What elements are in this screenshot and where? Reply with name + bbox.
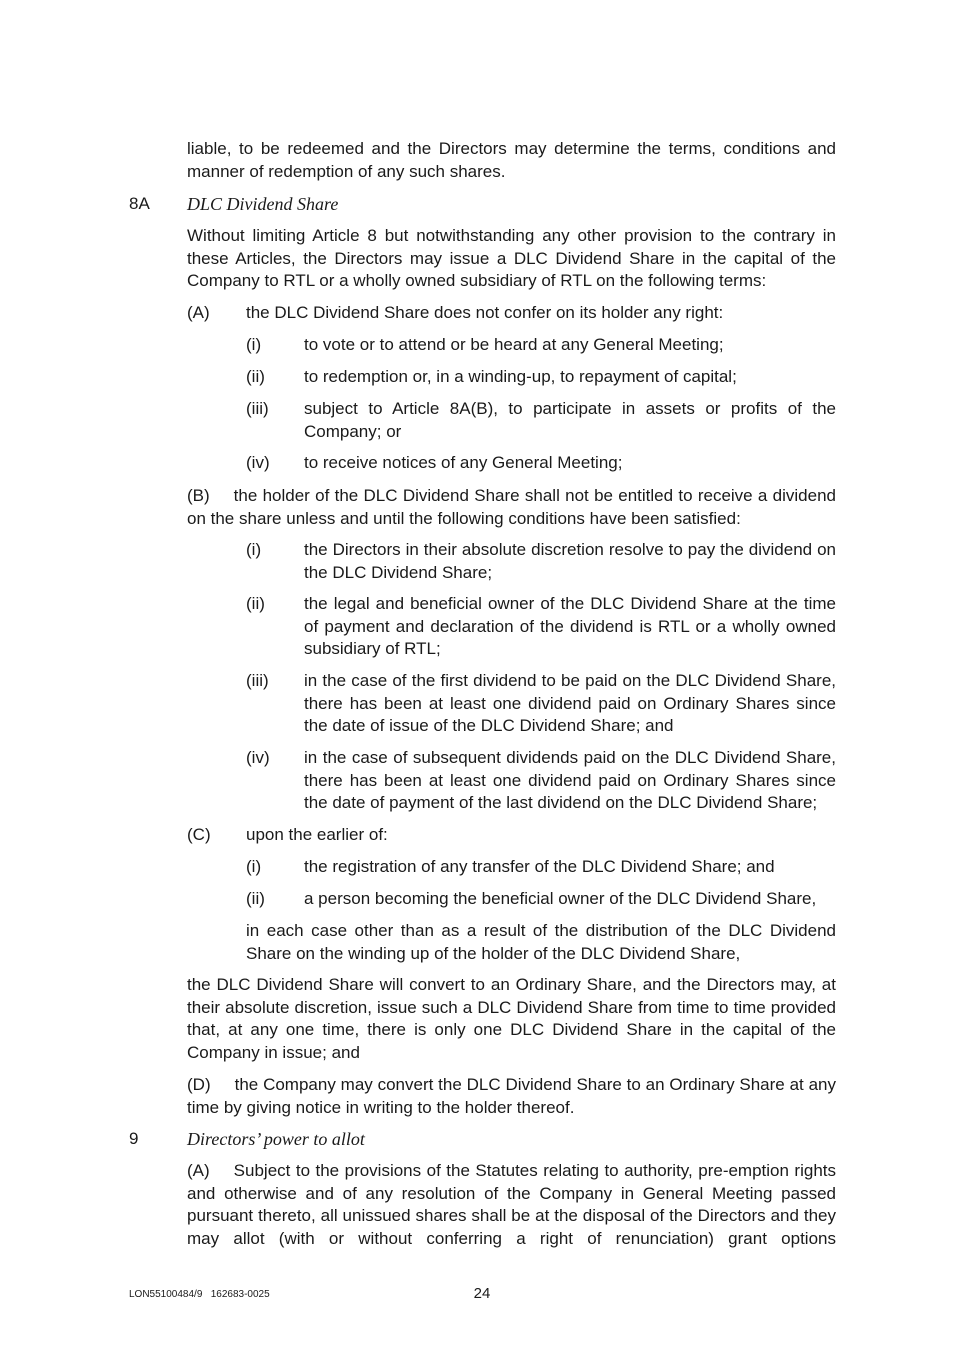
- clause-b-iii-text: in the case of the first dividend to be paid on the DLC Dividend Share, there has been at least one dividend paid on Ordinary Shares since the date of issue of the DLC Dividend Share; and: [304, 671, 836, 735]
- clause-b-iv-label: (iv): [246, 748, 270, 767]
- clause-d-label: (D): [187, 1075, 211, 1094]
- article-9-number: 9: [129, 1129, 139, 1148]
- clause-b-i-label: (i): [246, 540, 262, 559]
- clause-b-ii-label: (ii): [246, 594, 265, 613]
- clause-b-paragraph: [187, 485, 836, 530]
- clause-b-iv-text: in the case of subsequent dividends paid on the DLC Dividend Share, there has been at least one dividend paid on Ordinary Shares since the date of payment of the last dividend on the DLC Dividend Share;: [304, 748, 836, 812]
- clause-c-ii-label: (ii): [246, 889, 265, 908]
- clause-c-i-text: the registration of any transfer of the DLC Dividend Share; and: [304, 857, 775, 876]
- clause-d-text: the Company may convert the DLC Dividend Share to an Ordinary Share at any time by giving notice in writing to the holder thereof.: [187, 1075, 836, 1117]
- clause-a-text: the DLC Dividend Share does not confer on its holder any right:: [246, 303, 724, 322]
- clause-b-iii-label: (iii): [246, 671, 269, 690]
- clause-a-label: (A): [187, 303, 210, 322]
- clause-b-text: the holder of the DLC Dividend Share shall not be entitled to receive a dividend on the share unless and until the following conditions have been satisfied:: [187, 486, 836, 528]
- clause-b-ii-text: the legal and beneficial owner of the DLC Dividend Share at the time of payment and declaration of the dividend is RTL or a wholly owned subsidiary of RTL;: [304, 594, 836, 658]
- document-reference: LON55100484/9 162683-0025: [129, 1289, 270, 1300]
- clause-c-ii-text: a person becoming the beneficial owner of the DLC Dividend Share,: [304, 889, 817, 908]
- clause-c-label: (C): [187, 825, 211, 844]
- clause-a-iii-text: subject to Article 8A(B), to participate in assets or profits of the Company; or: [304, 399, 836, 441]
- clause-b-i-text: the Directors in their absolute discretion resolve to pay the dividend on the DLC Dividend Share;: [304, 540, 836, 582]
- clause-a-iii-label: (iii): [246, 399, 269, 418]
- clause-a-ii-text: to redemption or, in a winding-up, to repayment of capital;: [304, 367, 737, 386]
- clause-a-ii-label: (ii): [246, 367, 265, 386]
- clause-a-iv-text: to receive notices of any General Meeting;: [304, 453, 623, 472]
- clause-d-paragraph: [187, 1074, 836, 1119]
- clause-b-label: (B): [187, 486, 210, 505]
- article-8a-title: DLC Dividend Share: [187, 194, 339, 214]
- clause-a-i-text: to vote or to attend or be heard at any General Meeting;: [304, 335, 724, 354]
- clause-c-text: upon the earlier of:: [246, 825, 388, 844]
- article-9-a-text: Subject to the provisions of the Statutes relating to authority, pre-emption rights and otherwise and of any resolution of the Company in General Meeting passed pursuant thereto, all unissued shares shall be at the disposal of the Directors and they may allot (with or without conferring a right of renunciation) grant options: [187, 1161, 836, 1248]
- clause-c-tail: in each case other than as a result of the distribution of the DLC Dividend Share on the winding up of the holder of the DLC Dividend Share,: [246, 921, 836, 963]
- intro-paragraph: liable, to be redeemed and the Directors may determine the terms, conditions and manner of redemption of any such shares.: [187, 139, 836, 181]
- article-9-title: Directors’ power to allot: [187, 1129, 365, 1149]
- article-8a-lead: Without limiting Article 8 but notwithstanding any other provision to the contrary in these Articles, the Directors may issue a DLC Dividend Share in the capital of the Company to RTL or a wholly owned subsidiary of RTL on the following terms:: [187, 226, 836, 290]
- article-8a-number: 8A: [129, 194, 150, 213]
- page-number: 24: [473, 1285, 491, 1302]
- clause-a-i-label: (i): [246, 335, 262, 354]
- article-9-a-paragraph: [187, 1160, 836, 1250]
- clause-c-i-label: (i): [246, 857, 262, 876]
- article-9-a-label: (A): [187, 1161, 210, 1180]
- clause-a-iv-label: (iv): [246, 453, 270, 472]
- clause-c-conclusion: the DLC Dividend Share will convert to an Ordinary Share, and the Directors may, at their absolute discretion, issue such a DLC Dividend Share from time to time provided that, at any one time, there is only one DLC Dividend Share in the capital of the Company in issue; and: [187, 975, 836, 1062]
